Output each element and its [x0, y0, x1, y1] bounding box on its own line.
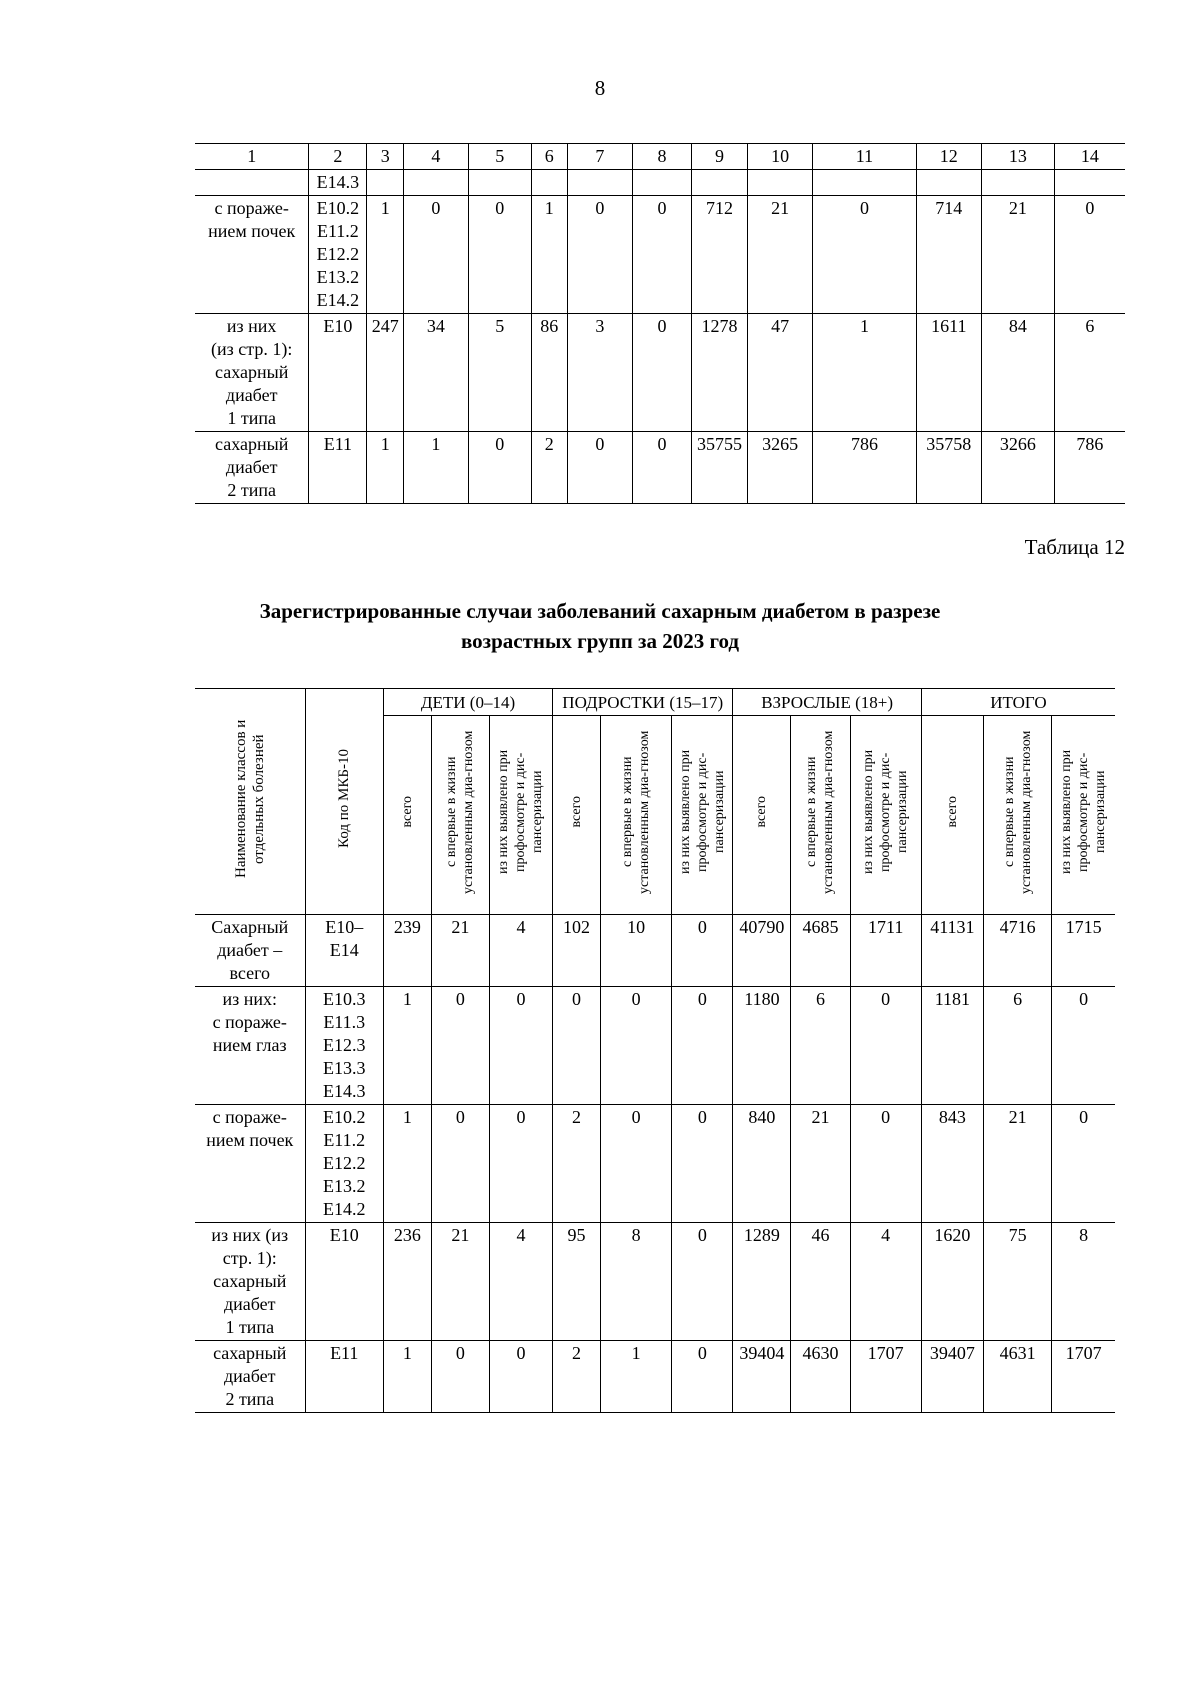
value-cell: 0 [431, 1341, 489, 1413]
value-cell: 1 [404, 432, 468, 504]
value-cell: 84 [981, 314, 1054, 432]
value-cell: 95 [553, 1223, 601, 1341]
value-cell: 2 [531, 432, 567, 504]
column-number-8: 8 [633, 144, 692, 170]
value-cell: 34 [404, 314, 468, 432]
value-cell: 40790 [733, 915, 791, 987]
sub-header [489, 716, 552, 915]
value-cell: 1 [600, 1341, 671, 1413]
value-cell: 86 [531, 314, 567, 432]
value-cell: 786 [813, 432, 916, 504]
table-row [195, 196, 1125, 314]
group-header-adults: ВЗРОСЛЫЕ (18+) [733, 689, 921, 716]
value-cell: 39407 [921, 1341, 983, 1413]
sub-header-text: всего [569, 796, 585, 828]
icd-code-cell: E14.3 [309, 170, 367, 196]
row-label: из них (из стр. 1): сахарный диабет 1 типа [195, 314, 309, 432]
table-row [195, 915, 1115, 987]
column-number-7: 7 [567, 144, 632, 170]
value-cell: 4 [489, 1223, 552, 1341]
value-cell: 1611 [916, 314, 981, 432]
value-cell: 10 [600, 915, 671, 987]
value-cell: 843 [921, 1105, 983, 1223]
column-number-13: 13 [981, 144, 1054, 170]
value-cell: 0 [1052, 1105, 1115, 1223]
table-row [195, 1223, 1115, 1341]
column-number-14: 14 [1054, 144, 1125, 170]
value-cell: 6 [1054, 314, 1125, 432]
value-cell [747, 170, 812, 196]
value-cell: 21 [981, 196, 1054, 314]
value-cell: 8 [600, 1223, 671, 1341]
sub-header [791, 716, 850, 915]
value-cell: 247 [367, 314, 404, 432]
table-row [195, 1341, 1115, 1413]
value-cell: 1 [531, 196, 567, 314]
row-label: сахарный диабет 2 типа [195, 1341, 305, 1413]
value-cell: 0 [672, 987, 733, 1105]
value-cell: 2 [553, 1105, 601, 1223]
value-cell: 0 [1054, 196, 1125, 314]
value-cell: 75 [983, 1223, 1051, 1341]
value-cell: 1715 [1052, 915, 1115, 987]
col-name-header-text: Наименование классов и отдельных болезней [232, 719, 267, 878]
value-cell: 3265 [747, 432, 812, 504]
value-cell: 1 [813, 314, 916, 432]
value-cell: 41131 [921, 915, 983, 987]
value-cell: 1289 [733, 1223, 791, 1341]
value-cell: 0 [431, 1105, 489, 1223]
value-cell: 4 [489, 915, 552, 987]
value-cell: 0 [489, 987, 552, 1105]
sub-header [850, 716, 921, 915]
value-cell: 0 [672, 1105, 733, 1223]
group-header-children: ДЕТИ (0–14) [383, 689, 552, 716]
value-cell: 39404 [733, 1341, 791, 1413]
sub-header [600, 716, 671, 915]
value-cell: 1620 [921, 1223, 983, 1341]
value-cell: 714 [916, 196, 981, 314]
value-cell: 786 [1054, 432, 1125, 504]
value-cell: 0 [489, 1105, 552, 1223]
value-cell: 0 [404, 196, 468, 314]
value-cell: 0 [850, 987, 921, 1105]
value-cell: 35755 [692, 432, 748, 504]
column-number-4: 4 [404, 144, 468, 170]
column-number-6: 6 [531, 144, 567, 170]
column-number-2: 2 [309, 144, 367, 170]
icd-code-cell: E10.2 E11.2 E12.2 E13.2 E14.2 [309, 196, 367, 314]
value-cell: 0 [672, 915, 733, 987]
value-cell: 0 [633, 196, 692, 314]
value-cell: 1 [383, 1105, 431, 1223]
column-number-3: 3 [367, 144, 404, 170]
sub-header [672, 716, 733, 915]
value-cell: 1711 [850, 915, 921, 987]
icd-code-cell: E10 [305, 1223, 383, 1341]
row-label: с пораже- нием почек [195, 196, 309, 314]
row-label [195, 170, 309, 196]
table-row [195, 314, 1125, 432]
table-row [195, 170, 1125, 196]
sub-header [921, 716, 983, 915]
sub-header-text: с впервые в жизни установленным диа-гнозом [444, 730, 477, 894]
value-cell [981, 170, 1054, 196]
icd-code-cell: E10 [309, 314, 367, 432]
value-cell: 0 [672, 1341, 733, 1413]
sub-header-text: из них выявлено при профосмотре и дис-пансеризации [1059, 749, 1109, 875]
column-number-9: 9 [692, 144, 748, 170]
column-number-11: 11 [813, 144, 916, 170]
value-cell [404, 170, 468, 196]
sub-header-text: всего [944, 796, 960, 828]
continuation-table [195, 143, 1125, 504]
table-row [195, 432, 1125, 504]
value-cell: 1 [367, 432, 404, 504]
group-header-teens: ПОДРОСТКИ (15–17) [553, 689, 733, 716]
value-cell [567, 170, 632, 196]
value-cell: 0 [600, 987, 671, 1105]
value-cell: 0 [633, 314, 692, 432]
value-cell: 1707 [1052, 1341, 1115, 1413]
value-cell: 35758 [916, 432, 981, 504]
icd-code-cell: E10– E14 [305, 915, 383, 987]
value-cell: 0 [600, 1105, 671, 1223]
row-label: Сахарный диабет – всего [195, 915, 305, 987]
value-cell: 0 [431, 987, 489, 1105]
col-code-header-text: Код по МКБ-10 [336, 749, 353, 848]
column-number-12: 12 [916, 144, 981, 170]
value-cell: 21 [431, 915, 489, 987]
diabetes-age-groups-table [195, 688, 1115, 1413]
value-cell [531, 170, 567, 196]
sub-header-text: с впервые в жизни установленным диа-гнозом [620, 730, 653, 894]
row-label: сахарный диабет 2 типа [195, 432, 309, 504]
value-cell [367, 170, 404, 196]
value-cell: 0 [633, 432, 692, 504]
value-cell: 47 [747, 314, 812, 432]
table-title: Зарегистрированные случаи заболеваний сахарным диабетом в разрезе возрастных групп за 2023 год [259, 599, 941, 653]
group-header-total: ИТОГО [921, 689, 1115, 716]
value-cell: 4631 [983, 1341, 1051, 1413]
value-cell [916, 170, 981, 196]
page-number: 8 [594, 76, 606, 100]
row-label: из них: с пораже- нием глаз [195, 987, 305, 1105]
value-cell: 0 [850, 1105, 921, 1223]
value-cell: 46 [791, 1223, 850, 1341]
value-cell: 6 [983, 987, 1051, 1105]
icd-code-cell: E10.2 E11.2 E12.2 E13.2 E14.2 [305, 1105, 383, 1223]
table-caption: Таблица 12 [1024, 535, 1125, 559]
value-cell: 236 [383, 1223, 431, 1341]
table-row [195, 987, 1115, 1105]
value-cell: 4685 [791, 915, 850, 987]
value-cell [1054, 170, 1125, 196]
sub-header-text: из них выявлено при профосмотре и дис-пансеризации [677, 749, 727, 875]
value-cell: 4630 [791, 1341, 850, 1413]
icd-code-cell: E11 [309, 432, 367, 504]
value-cell: 712 [692, 196, 748, 314]
value-cell: 21 [791, 1105, 850, 1223]
value-cell: 840 [733, 1105, 791, 1223]
header-row [195, 144, 1125, 170]
sub-header-text: всего [399, 796, 415, 828]
column-number-10: 10 [747, 144, 812, 170]
value-cell: 0 [468, 432, 531, 504]
value-cell: 0 [553, 987, 601, 1105]
value-cell: 0 [489, 1341, 552, 1413]
value-cell: 6 [791, 987, 850, 1105]
value-cell: 3 [567, 314, 632, 432]
value-cell: 1 [383, 987, 431, 1105]
value-cell: 4716 [983, 915, 1051, 987]
sub-header-text: из них выявлено при профосмотре и дис-пансеризации [861, 749, 911, 875]
value-cell: 0 [468, 196, 531, 314]
value-cell: 1707 [850, 1341, 921, 1413]
value-cell: 1278 [692, 314, 748, 432]
column-number-5: 5 [468, 144, 531, 170]
value-cell: 0 [567, 196, 632, 314]
sub-header [431, 716, 489, 915]
row-label: из них (из стр. 1): сахарный диабет 1 типа [195, 1223, 305, 1341]
value-cell: 2 [553, 1341, 601, 1413]
icd-code-cell: E10.3 E11.3 E12.3 E13.3 E14.3 [305, 987, 383, 1105]
value-cell: 0 [567, 432, 632, 504]
sub-header-text: с впервые в жизни установленным диа-гнозом [804, 730, 837, 894]
value-cell: 21 [431, 1223, 489, 1341]
value-cell: 1 [383, 1341, 431, 1413]
group-header-row [195, 689, 1115, 716]
value-cell [813, 170, 916, 196]
table-row [195, 1105, 1115, 1223]
sub-header-text: всего [754, 796, 770, 828]
col-name-header [195, 689, 305, 915]
sub-header [383, 716, 431, 915]
sub-header [553, 716, 601, 915]
sub-header-text: с впервые в жизни установленным диа-гнозом [1001, 730, 1034, 894]
icd-code-cell: E11 [305, 1341, 383, 1413]
sub-header-text: из них выявлено при профосмотре и дис-пансеризации [496, 749, 546, 875]
value-cell: 102 [553, 915, 601, 987]
col-code-header [305, 689, 383, 915]
row-label: с пораже- нием почек [195, 1105, 305, 1223]
sub-header [733, 716, 791, 915]
sub-header [983, 716, 1051, 915]
value-cell: 5 [468, 314, 531, 432]
value-cell [468, 170, 531, 196]
value-cell: 239 [383, 915, 431, 987]
value-cell: 8 [1052, 1223, 1115, 1341]
value-cell: 1181 [921, 987, 983, 1105]
value-cell: 1180 [733, 987, 791, 1105]
column-number-1: 1 [195, 144, 309, 170]
value-cell: 0 [1052, 987, 1115, 1105]
value-cell: 4 [850, 1223, 921, 1341]
sub-header [1052, 716, 1115, 915]
value-cell: 0 [813, 196, 916, 314]
value-cell [633, 170, 692, 196]
value-cell: 3266 [981, 432, 1054, 504]
value-cell: 0 [672, 1223, 733, 1341]
value-cell: 21 [983, 1105, 1051, 1223]
value-cell [692, 170, 748, 196]
value-cell: 21 [747, 196, 812, 314]
value-cell: 1 [367, 196, 404, 314]
